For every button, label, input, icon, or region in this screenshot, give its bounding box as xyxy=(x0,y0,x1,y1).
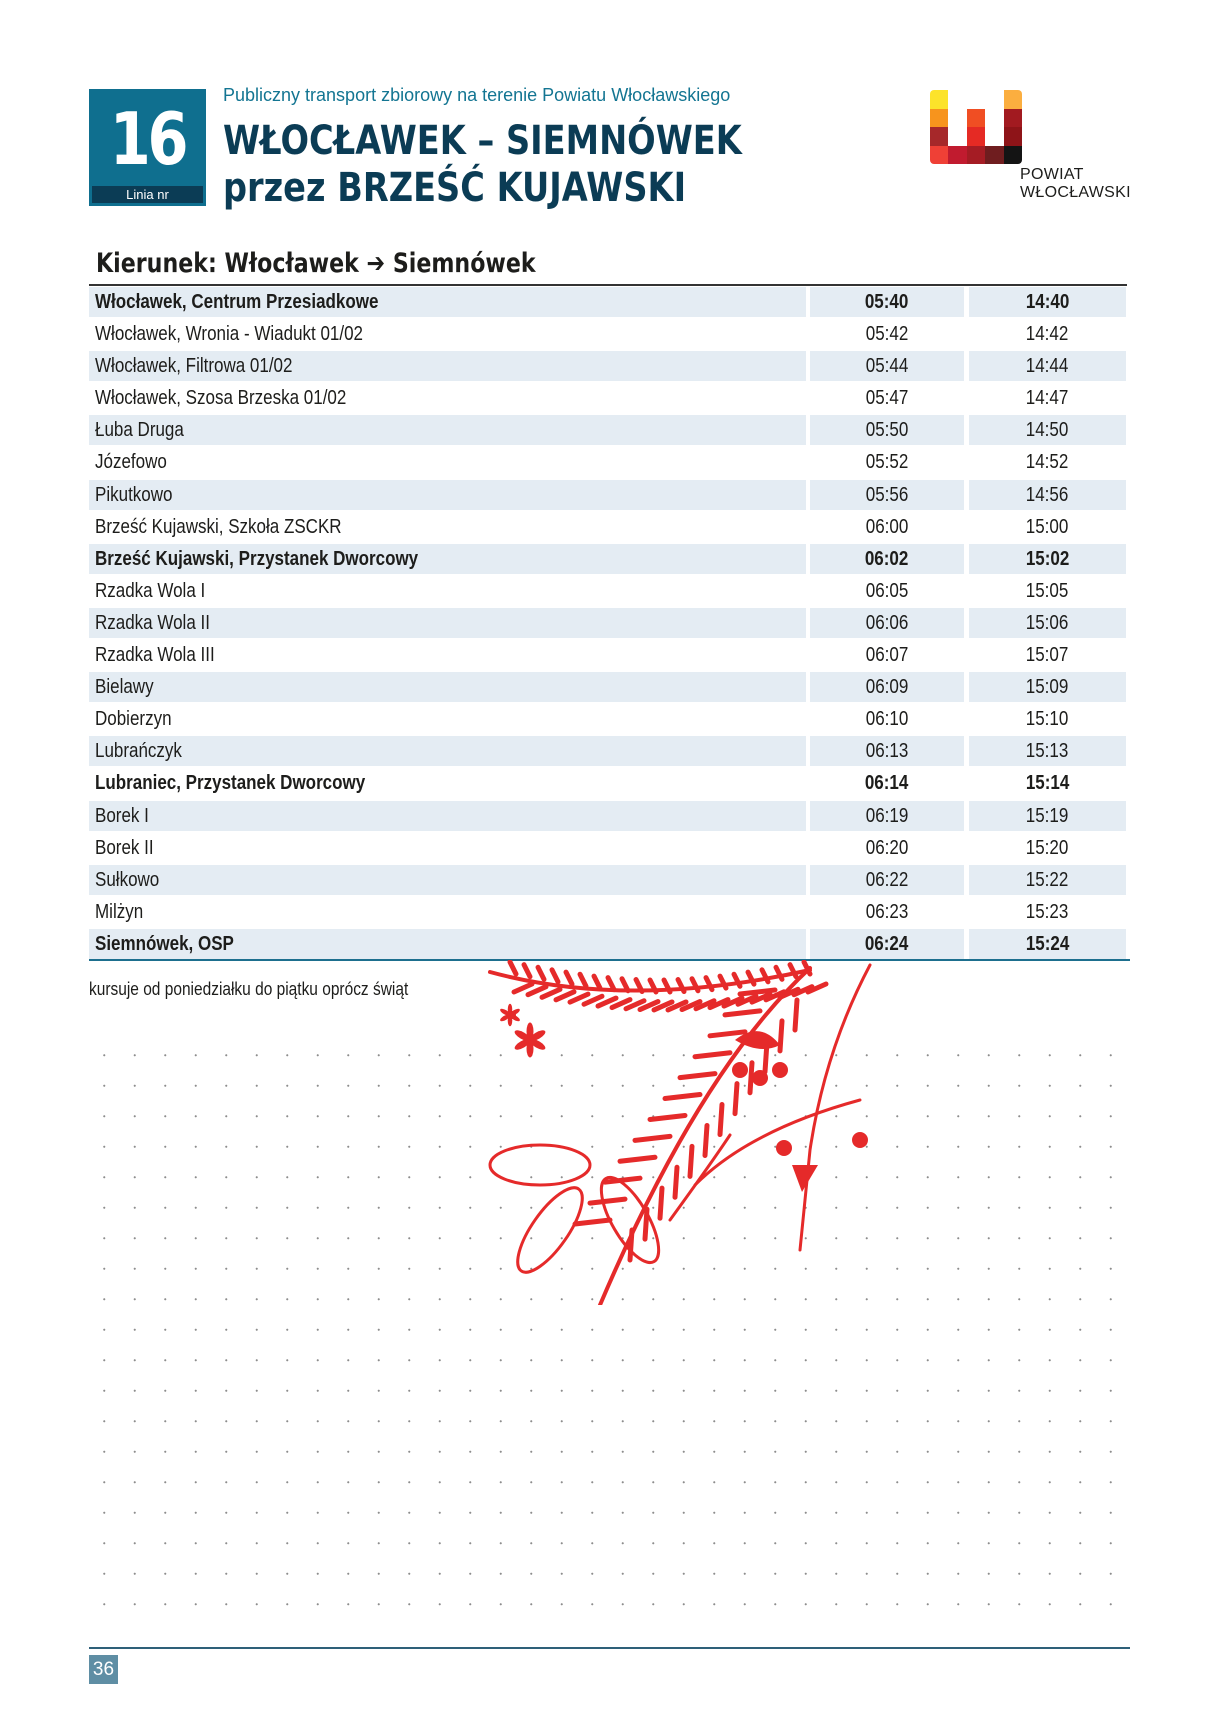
stop-name: Dobierzyn xyxy=(95,708,172,731)
logo-cell xyxy=(948,146,966,165)
timetable-row xyxy=(89,447,1127,479)
stop-name: Milżyn xyxy=(95,900,144,923)
stop-name: Włocławek, Filtrowa 01/02 xyxy=(89,351,806,381)
timetable-row xyxy=(89,383,1127,415)
departure-time-1: 06:05 xyxy=(865,579,909,602)
departure-time-2: 14:44 xyxy=(969,351,1126,381)
departure-time-2: 14:50 xyxy=(969,415,1126,445)
stop-name: Włocławek, Centrum Przesiadkowe xyxy=(89,287,806,317)
logo-text-line1: POWIAT xyxy=(1020,166,1084,183)
departure-time-2: 15:07 xyxy=(1026,644,1069,667)
stop-name: Włocławek, Wronia - Wiadukt 01/02 xyxy=(95,323,364,346)
timetable-row xyxy=(89,865,1127,897)
departure-time-1: 06:07 xyxy=(865,644,909,667)
timetable-row xyxy=(89,736,1127,768)
departure-time-1: 06:09 xyxy=(810,672,964,702)
departure-time-1: 06:20 xyxy=(865,836,909,859)
logo-cell xyxy=(930,90,948,109)
departure-time-1: 05:44 xyxy=(810,351,964,381)
departure-time-1: 05:52 xyxy=(865,451,909,474)
header-subtitle: Publiczny transport zbiorowy na terenie Powiatu Włocławskiego xyxy=(223,85,731,105)
departure-time-1: 05:42 xyxy=(865,323,909,346)
stop-name: Józefowo xyxy=(95,451,167,474)
stop-name: Łuba Druga xyxy=(89,415,806,445)
powiat-logo-icon xyxy=(930,90,1022,164)
departure-time-2: 15:00 xyxy=(1026,515,1069,538)
logo-cell xyxy=(1004,90,1022,109)
stop-name: Siemnówek, OSP xyxy=(89,929,806,959)
timetable-row xyxy=(89,351,1127,383)
line-number-badge xyxy=(89,89,206,206)
departure-time-2: 14:42 xyxy=(1026,323,1069,346)
logo-cell xyxy=(1004,127,1022,146)
logo-cell xyxy=(967,146,985,165)
timetable-row xyxy=(89,801,1127,833)
departure-time-1: 05:50 xyxy=(810,415,964,445)
stop-name: Rzadka Wola I xyxy=(95,579,206,602)
departure-time-2: 14:47 xyxy=(1026,387,1069,410)
logo-cell xyxy=(930,127,948,146)
stop-name: Pikutkowo xyxy=(89,480,806,510)
departure-time-2: 15:23 xyxy=(1026,900,1069,923)
logo-cell xyxy=(985,146,1003,165)
page-number: 36 xyxy=(89,1655,118,1684)
departure-time-2: 15:22 xyxy=(969,865,1126,895)
departure-time-2: 15:24 xyxy=(969,929,1126,959)
logo-cell xyxy=(930,109,948,128)
departure-time-1: 06:23 xyxy=(865,900,909,923)
table-top-rule xyxy=(89,284,1127,286)
departure-time-2: 14:40 xyxy=(969,287,1126,317)
departure-time-1: 06:13 xyxy=(810,736,964,766)
departure-time-1: 05:47 xyxy=(865,387,909,410)
route-title xyxy=(223,118,742,212)
departure-time-1: 06:06 xyxy=(810,608,964,638)
timetable-row xyxy=(89,415,1127,447)
departure-time-2: 15:13 xyxy=(969,736,1126,766)
timetable-row xyxy=(89,833,1127,865)
timetable-row xyxy=(89,768,1127,800)
departure-time-2: 15:19 xyxy=(969,801,1126,831)
logo-cell xyxy=(930,146,948,165)
powiat-logo-text xyxy=(1020,166,1131,202)
departure-time-1: 05:40 xyxy=(810,287,964,317)
departure-time-2: 15:10 xyxy=(1026,708,1069,731)
stop-name: Rzadka Wola II xyxy=(89,608,806,638)
departure-time-2: 15:06 xyxy=(969,608,1126,638)
arrow-right-icon: ➔ xyxy=(366,248,386,279)
timetable-row xyxy=(89,576,1127,608)
stop-name: Włocławek, Szosa Brzeska 01/02 xyxy=(95,387,347,410)
line-number: 16 xyxy=(109,97,186,181)
departure-time-2: 15:14 xyxy=(1025,772,1070,795)
departure-time-2: 15:20 xyxy=(1026,836,1069,859)
departure-time-1: 06:22 xyxy=(810,865,964,895)
departure-time-1: 06:02 xyxy=(810,544,964,574)
departure-time-2: 14:56 xyxy=(969,480,1126,510)
stop-name: Borek II xyxy=(95,836,154,859)
direction-label: Kierunek: Włocławek xyxy=(96,248,359,279)
timetable-row xyxy=(89,672,1127,704)
logo-cell xyxy=(967,109,985,128)
timetable-row xyxy=(89,897,1127,929)
stop-name: Borek I xyxy=(89,801,806,831)
route-title-line2: przez BRZEŚĆ KUJAWSKI xyxy=(223,165,687,211)
departure-time-1: 06:00 xyxy=(865,515,909,538)
timetable-row xyxy=(89,480,1127,512)
departure-time-2: 15:09 xyxy=(969,672,1126,702)
departure-time-2: 15:02 xyxy=(969,544,1126,574)
footer-rule xyxy=(89,1647,1130,1649)
folk-ornament-icon xyxy=(480,960,925,1305)
timetable-row xyxy=(89,544,1127,576)
logo-cell xyxy=(1004,109,1022,128)
departure-time-1: 06:10 xyxy=(865,708,909,731)
timetable-row xyxy=(89,319,1127,351)
departure-time-1: 06:19 xyxy=(810,801,964,831)
schedule-note: kursuje od poniedziałku do piątku oprócz świąt xyxy=(89,979,409,999)
timetable-row xyxy=(89,287,1127,319)
stop-name: Lubraniec, Przystanek Dworcowy xyxy=(95,772,366,795)
stop-name: Sułkowo xyxy=(89,865,806,895)
departure-time-2: 14:52 xyxy=(1026,451,1069,474)
line-label: Linia nr xyxy=(92,186,203,203)
timetable-row xyxy=(89,512,1127,544)
direction-destination: Siemnówek xyxy=(392,248,536,279)
stop-name: Lubrańczyk xyxy=(89,736,806,766)
departure-time-1: 06:24 xyxy=(810,929,964,959)
timetable-row xyxy=(89,929,1127,961)
departure-time-2: 15:05 xyxy=(1026,579,1069,602)
timetable-row xyxy=(89,640,1127,672)
logo-text-line2: WŁOCŁAWSKI xyxy=(1020,184,1131,201)
departure-time-1: 06:14 xyxy=(865,772,909,795)
stop-name: Brześć Kujawski, Przystanek Dworcowy xyxy=(89,544,806,574)
logo-cell xyxy=(1004,146,1022,165)
timetable-row xyxy=(89,608,1127,640)
logo-cell xyxy=(967,127,985,146)
stop-name: Brześć Kujawski, Szkoła ZSCKR xyxy=(95,515,342,538)
stop-name: Rzadka Wola III xyxy=(95,644,215,667)
route-title-line1: WŁOCŁAWEK – SIEMNÓWEK xyxy=(223,118,742,164)
direction-heading xyxy=(96,248,536,279)
stop-name: Bielawy xyxy=(89,672,806,702)
timetable xyxy=(89,287,1127,961)
timetable-row xyxy=(89,704,1127,736)
departure-time-1: 05:56 xyxy=(810,480,964,510)
